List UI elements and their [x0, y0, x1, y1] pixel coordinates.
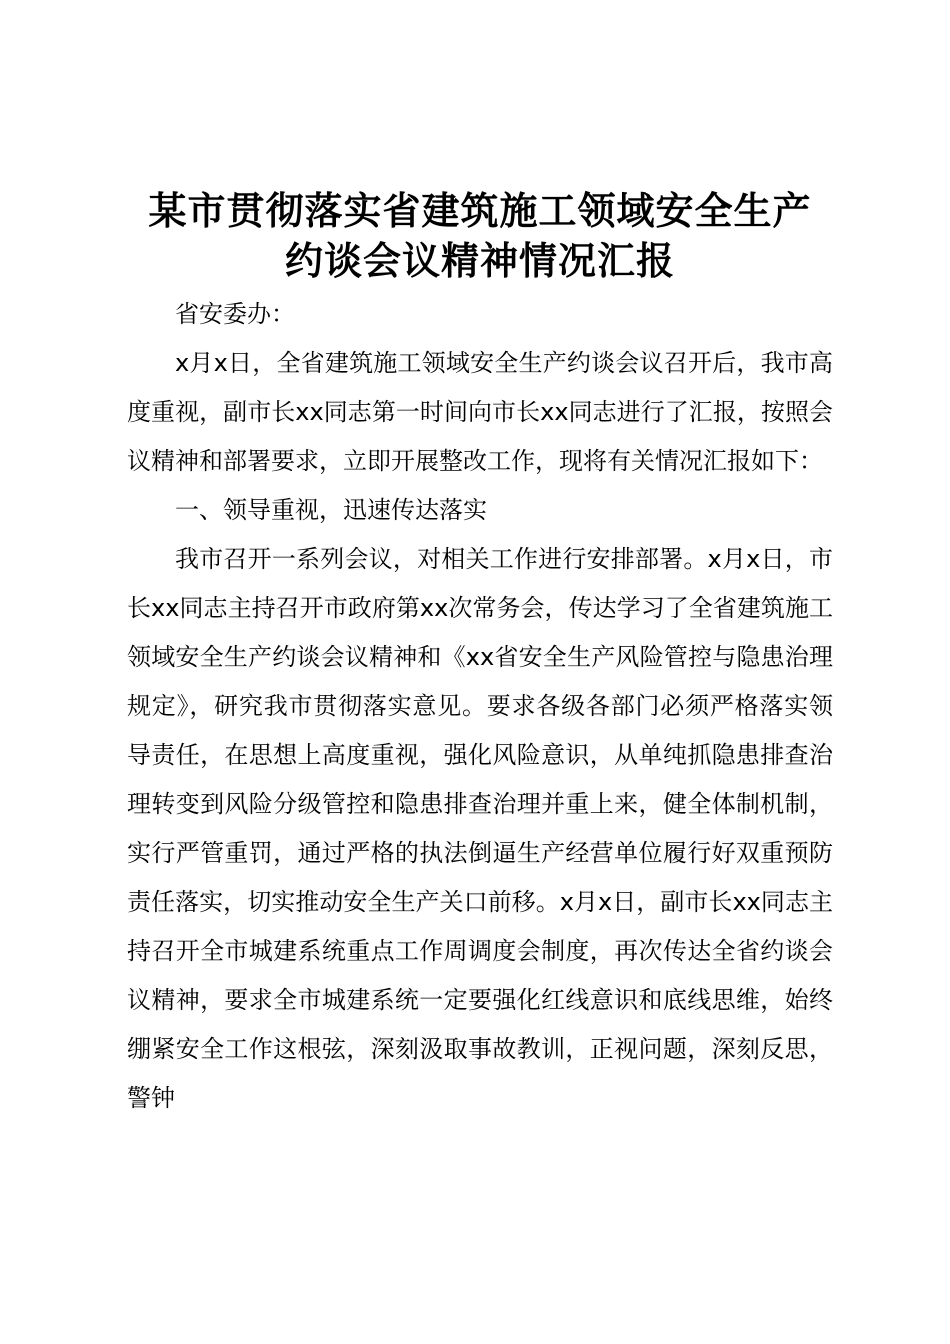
salutation: 省安委办： [175, 300, 295, 328]
paragraph-section-1: 我市召开一系列会议，对相关工作进行安排部署。x月x日，市长xx同志主持召开市政府第xx次常务会，传达学习了全省建筑施工领域安全生产约谈会议精神和《xx省安全生产风险管控与隐患治理规定》，研究我市贯彻落实意见。要求各级各部门必须严格落实领导责任，在思想上高度重视，强化风险意识，从单纯抓隐患排查治理转变到风险分级管控和隐患排查治理并重上来，健全体制机制，实行严管重罚，通过严格的执法倒逼生产经营单位履行好双重预防责任落实，切实推动安全生产关口前移。x月x日，副市长xx同志主持召开全市城建系统重点工作周调度会制度，再次传达全省约谈会议精神，要求全市城建系统一定要强化红线意识和底线思维，始终绷紧安全工作这根弦，深刻汲取事故教训，正视问题，深刻反思，警钟 [127, 545, 833, 1112]
section-heading-1: 一、领导重视，迅速传达落实 [175, 496, 487, 524]
title-line-1: 某市贯彻落实省建筑施工领域安全生产 [148, 188, 812, 233]
document-page [127, 186, 833, 1123]
paragraph-intro: x月x日，全省建筑施工领域安全生产约谈会议召开后，我市高度重视，副市长xx同志第一时间向市长xx同志进行了汇报，按照会议精神和部署要求，立即开展整改工作，现将有关情况汇报如下： [127, 349, 833, 475]
document-title [127, 186, 833, 286]
title-line-2: 约谈会议精神情况汇报 [284, 238, 675, 283]
